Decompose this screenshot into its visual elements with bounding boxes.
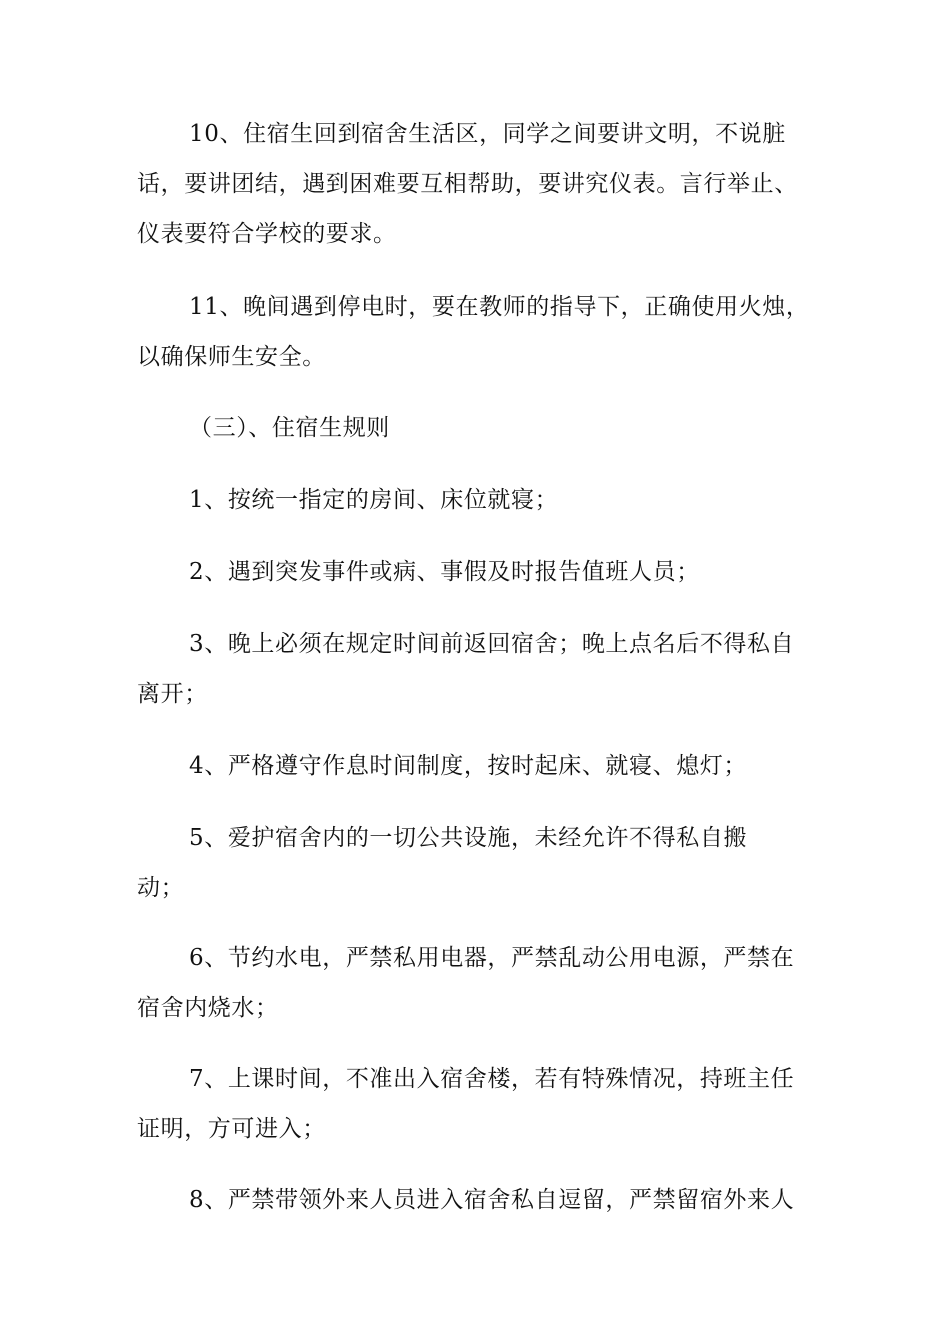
rule-3-paragraph: 3、晚上必须在规定时间前返回宿舍；晚上点名后不得私自离开；	[137, 631, 795, 707]
rule-10-paragraph: 10、住宿生回到宿舍生活区，同学之间要讲文明，不说脏话，要讲团结，遇到困难要互相帮助，要讲究仪表。言行举止、仪表要符合学校的要求。	[137, 121, 798, 247]
rule-7-paragraph: 7、上课时间，不准出入宿舍楼，若有特殊情况，持班主任证明，方可进入；	[137, 1066, 795, 1142]
rule-1-paragraph: 1、按统一指定的房间、床位就寝；	[189, 487, 559, 513]
rule-11-paragraph: 11、晚间遇到停电时，要在教师的指导下，正确使用火烛，以确保师生安全。	[137, 294, 810, 370]
rule-4-paragraph: 4、严格遵守作息时间制度，按时起床、就寝、熄灯；	[189, 753, 748, 779]
section-heading: （三）、住宿生规则	[189, 415, 390, 441]
rule-2-paragraph: 2、遇到突发事件或病、事假及时报告值班人员；	[189, 559, 700, 585]
rule-8-paragraph: 8、严禁带领外来人员进入宿舍私自逗留，严禁留宿外来人	[189, 1187, 795, 1213]
rule-5-paragraph: 5、爱护宿舍内的一切公共设施，未经允许不得私自搬动；	[137, 825, 748, 901]
rule-6-paragraph: 6、节约水电，严禁私用电器，严禁乱动公用电源，严禁在宿舍内烧水；	[137, 945, 795, 1021]
